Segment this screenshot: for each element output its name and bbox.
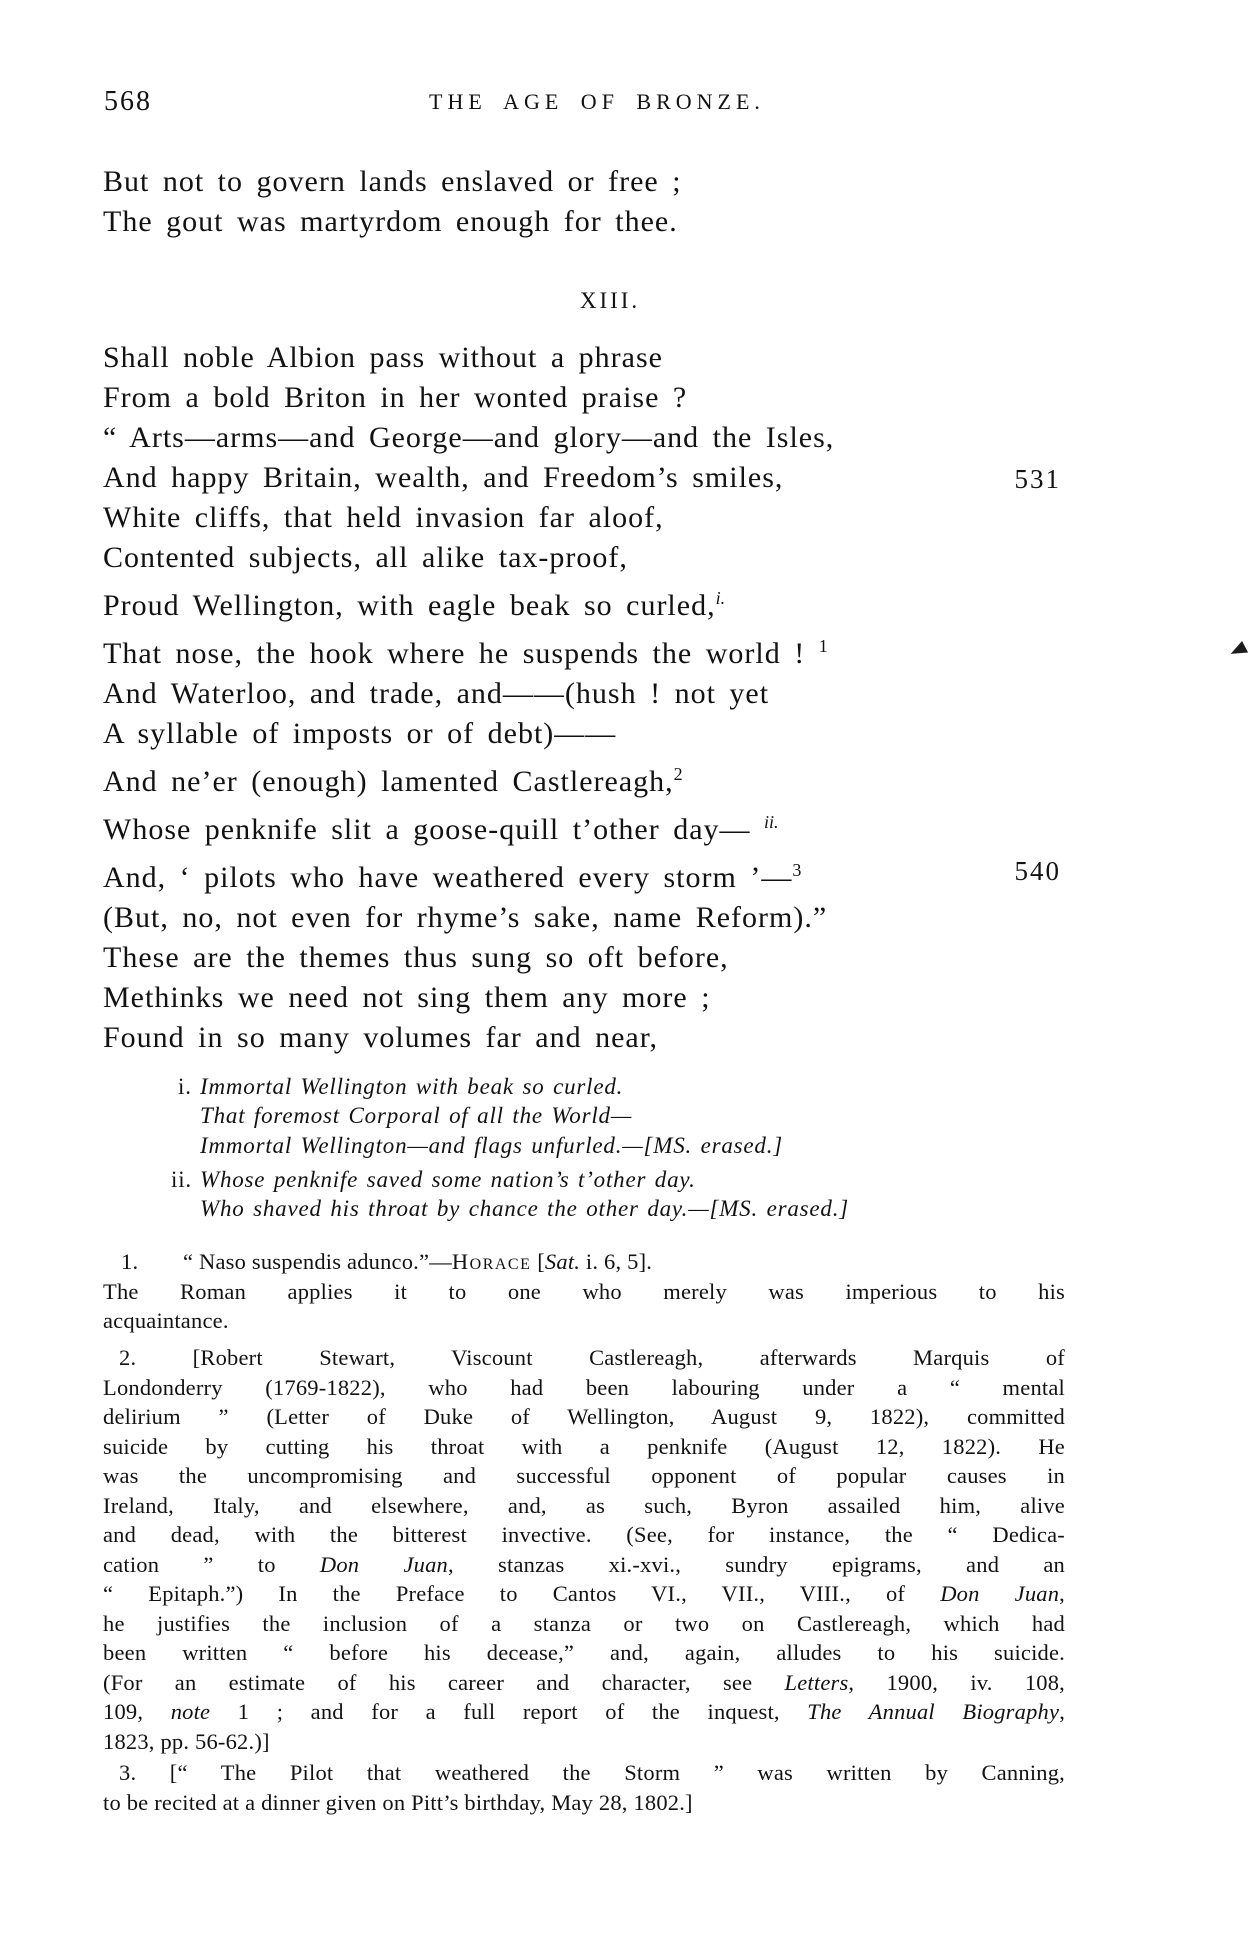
text-segment: And, ‘ pilots who have weathered every storm ’—: [103, 861, 793, 894]
stanza-xiii: [103, 338, 1065, 1058]
footnote-line: [103, 1697, 1065, 1727]
text-segment: 1 ; and for a full report of the inquest,: [210, 1699, 808, 1724]
variant-line: [103, 1072, 1065, 1101]
verse-line-number: 531: [1014, 464, 1061, 494]
text-segment: Immortal Wellington with beak so curled.: [200, 1074, 624, 1099]
text-segment: Whose penknife saved some nation’s t’other day.: [200, 1167, 696, 1192]
section-number-xiii: XIII.: [579, 288, 641, 313]
stanza-xii-closing-couplet: [103, 162, 1065, 242]
footnote-1: [103, 1247, 1065, 1336]
text-segment: Contented subjects, all alike tax-proof,: [103, 541, 628, 574]
line-label: 1.: [121, 1249, 139, 1274]
text-segment: “ Epitaph.”) In the Preface to Cantos VI., VII., VIII., of: [103, 1581, 941, 1606]
poem-line: [103, 1018, 1065, 1058]
text-segment: , 1900, iv. 108,: [848, 1669, 1065, 1695]
text-segment: Don Juan: [940, 1581, 1060, 1606]
text-segment: ,: [1059, 1699, 1066, 1724]
poem-line: [103, 674, 1065, 714]
footnote-line: [103, 1432, 1065, 1462]
footnote-line: [103, 1373, 1065, 1403]
text-segment: Ireland, Italy, and elsewhere, and, as such, Byron assailed him, alive: [103, 1492, 1065, 1518]
text-segment: he justifies the inclusion of a stanza or two on Castlereagh, which had: [103, 1610, 1065, 1636]
poem-line: [103, 458, 1065, 498]
text-segment: suicide by cutting his throat with a penknife (August 12, 1822). He: [103, 1433, 1065, 1459]
text-segment: 1: [818, 636, 828, 656]
text-segment: But not to govern lands enslaved or free ;: [103, 165, 682, 198]
poem-line: [103, 578, 1065, 626]
footnote-line: [103, 1402, 1065, 1432]
text-segment: “ Naso suspendis adunco.”—: [183, 1249, 452, 1274]
variant-line: [103, 1101, 1065, 1130]
poem-line: [103, 498, 1065, 538]
text-segment: Found in so many volumes far and near,: [103, 1021, 659, 1054]
poem-line: [103, 850, 1065, 898]
text-segment: i. 6, 5].: [580, 1249, 653, 1274]
poem-line: [103, 754, 1065, 802]
text-segment: A syllable of imposts or of debt)——: [103, 717, 617, 750]
text-segment: to be recited at a dinner given on Pitt’s birthday, May 28, 1802.]: [103, 1789, 693, 1815]
poem-line: [103, 538, 1065, 578]
variant-line: [103, 1131, 1065, 1160]
text-segment: ,: [1059, 1581, 1065, 1606]
poem-line: [103, 938, 1065, 978]
text-segment: 3: [792, 860, 802, 880]
text-segment: 1823, pp. 56-62.)]: [103, 1728, 270, 1754]
variant-note-ii: [103, 1165, 1065, 1224]
text-segment: From a bold Briton in her wonted praise ?: [103, 381, 688, 414]
poem-line: [103, 418, 1065, 458]
page-header: [103, 84, 1065, 120]
text-segment: 3. [“ The Pilot that weathered the Storm ” was written by Canning,: [119, 1760, 1065, 1785]
text-segment: cation ” to: [103, 1551, 320, 1577]
text-segment: “ Arts—arms—and George—and glory—and the Isles,: [103, 421, 835, 454]
poem-line: [103, 898, 1065, 938]
footnote-3: [103, 1758, 1065, 1817]
text-segment: Immortal Wellington—and flags unfurled.—[MS. erased.]: [200, 1132, 784, 1158]
margin-ink-mark: [1228, 641, 1248, 660]
variant-line: [103, 1194, 1065, 1223]
footnote-line: [103, 1461, 1065, 1491]
text-segment: i.: [715, 588, 726, 608]
footnote-line: [103, 1668, 1065, 1698]
line-label: i.: [178, 1074, 192, 1099]
text-segment: delirium ” (Letter of Duke of Wellington, August 9, 1822), committed: [103, 1404, 1065, 1429]
footnote-line: [103, 1638, 1065, 1668]
text-segment: 109,: [103, 1699, 171, 1724]
poem-line: [103, 802, 1065, 850]
verse-line-number: 540: [1014, 856, 1061, 886]
text-segment: , stanzas xi.-xvi., sundry epigrams, and an: [448, 1551, 1065, 1577]
text-segment: Who shaved his throat by chance the other day.—[MS. erased.]: [200, 1196, 849, 1222]
poem-line: [103, 162, 1065, 202]
footnote-line: [103, 1247, 1065, 1277]
text-segment: And Waterloo, and trade, and——(hush ! not yet: [103, 677, 770, 710]
text-segment: Letters: [784, 1669, 849, 1695]
text-segment: [: [531, 1249, 545, 1274]
text-segment: Sat.: [544, 1249, 581, 1274]
poem-line: [103, 378, 1065, 418]
text-segment: Don Juan: [319, 1551, 449, 1577]
text-segment: ii.: [764, 812, 779, 832]
running-title: THE AGE OF BRONZE.: [429, 89, 765, 114]
footnote-line: [103, 1520, 1065, 1550]
text-segment: That foremost Corporal of all the World—: [200, 1103, 633, 1129]
text-segment: Londonderry (1769-1822), who had been labouring under a “ mental: [103, 1374, 1065, 1400]
line-label: ii.: [171, 1167, 192, 1192]
text-segment: White cliffs, that held invasion far aloof,: [103, 501, 664, 534]
text-segment: (For an estimate of his career and character, see: [103, 1669, 785, 1695]
text-segment: Methinks we need not sing them any more ;: [103, 981, 711, 1014]
text-segment: acquaintance.: [103, 1308, 229, 1333]
text-segment: These are the themes thus sung so oft before,: [103, 941, 729, 974]
footnote-line: [103, 1277, 1065, 1307]
text-segment: Horace: [451, 1249, 532, 1274]
poem-line: [103, 338, 1065, 378]
footnote-line: [103, 1491, 1065, 1521]
footnote-line: [103, 1579, 1065, 1609]
footnote-line: [103, 1306, 1065, 1336]
text-segment: That nose, the hook where he suspends the world !: [103, 637, 819, 670]
variant-line: [103, 1165, 1065, 1194]
page-number: 568: [104, 86, 152, 117]
footnote-2: [103, 1343, 1065, 1756]
poem-line: [103, 626, 1065, 674]
text-segment: 2. [Robert Stewart, Viscount Castlereagh, afterwards Marquis of: [119, 1345, 1065, 1370]
text-segment: Proud Wellington, with eagle beak so curled,: [103, 589, 716, 622]
text-segment: note: [170, 1699, 211, 1724]
variant-note-i: [103, 1072, 1065, 1160]
text-segment: The Roman applies it to one who merely was imperious to his: [103, 1278, 1065, 1304]
text-segment: and dead, with the bitterest invective. (See, for instance, the “ Dedica-: [103, 1522, 1065, 1547]
text-segment: Shall noble Albion pass without a phrase: [103, 341, 663, 374]
text-segment: And ne’er (enough) lamented Castlereagh,: [103, 765, 674, 798]
text-segment: The gout was martyrdom enough for thee.: [103, 205, 678, 238]
text-segment: (But, no, not even for rhyme’s sake, name Reform).”: [103, 901, 828, 934]
footnote-line: [103, 1609, 1065, 1639]
poem-line: [103, 202, 1065, 242]
text-segment: 2: [673, 764, 683, 784]
text-segment: Whose penknife slit a goose-quill t’other day—: [103, 813, 765, 846]
poem-line: [103, 978, 1065, 1018]
footnote-line: [103, 1343, 1065, 1373]
text-segment: was the uncompromising and successful opponent of popular causes in: [103, 1463, 1065, 1488]
text-segment: The Annual Biography: [807, 1699, 1060, 1724]
footnote-line: [103, 1788, 1065, 1818]
poem-line: [103, 714, 1065, 754]
text-segment: been written “ before his decease,” and, again, alludes to his suicide.: [103, 1640, 1065, 1665]
footnote-line: [103, 1727, 1065, 1757]
text-segment: And happy Britain, wealth, and Freedom’s smiles,: [103, 461, 784, 494]
footnote-line: [103, 1550, 1065, 1580]
footnote-line: [103, 1758, 1065, 1788]
